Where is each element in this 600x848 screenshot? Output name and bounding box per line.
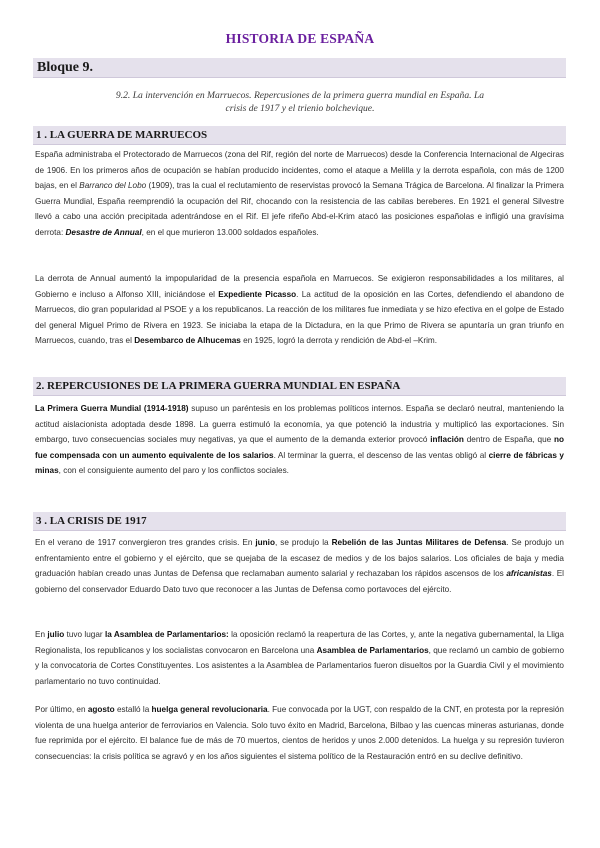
paragraph-protectorado: España administraba el Protectorado de Marruecos (zona del Rif, región del norte de Marruecos) desde la Conferencia Internacional de Algeciras de 1906. En los primeros años de ocupación se habían producido incidentes, como el ataque a Melilla y la derrota española, con más de 1200 bajas, en el Barranco del Lobo (1909), tras la cual el reclutamiento de reservistas provocó la Semana Trágica de Barcelona. Al finalizar la Primera Guerra Mundial, España reemprendió la ocupación del Rif, chocando con la resistencia de las cabilas bereberes. En 1921 el general Silvestre llevó a cabo una acción precipitada adentrándose en el Rif. El jefe rifeño Abd-el-Krim atacó las posiciones españolas e infligió una gravísima derrota: Desastre de Annual, en el que murieron 13.000 soldados españoles. [35,150,564,237]
section-heading-crisis-1917: 3 . LA CRISIS DE 1917 [33,512,566,531]
paragraph-juntas-defensa: En el verano de 1917 convergieron tres grandes crisis. En junio, se produjo la Rebelión de las Juntas Militares de Defensa. Se produjo un enfrentamiento entre el gobierno y el ejército, que se quejaba de la escasez de medios y de los bajos salarios. Los oficiales de baja y media graduación habían creado unas Juntas de Defensa que reclamaban aumento salarial y rechazaban los rápidos ascensos de los africanistas. El gobierno del conservador Eduardo Dato tuvo que reconocer a las Juntas de Defensa como portavoces del ejército. [35,538,564,594]
section-heading-guerra-marruecos: 1 . LA GUERRA DE MARRUECOS [33,126,566,145]
bloque-heading: Bloque 9. [33,58,566,78]
paragraph-asamblea-parlamentarios: En julio tuvo lugar la Asamblea de Parlamentarios: la oposición reclamó la reapertura de las Cortes, y, ante la negativa gubernamental, la Lliga Regionalista, los republicanos y los socialistas convocaron en Barcelona una Asamblea de Parlamentarios, que reclamó un cambio de gobierno y la convocatoria de Cortes Constituyentes. Los asistentes a la Asamblea de Parlamentarios fueron disueltos por la Guardia Civil y el movimiento parlamentario no tuvo continuidad. [35,630,565,686]
topic-subtitle [60,89,540,115]
document-title: HISTORIA DE ESPAÑA [225,31,375,46]
subtitle-line-1: 9.2. La intervención en Marruecos. Repercusiones de la primera guerra mundial en España. La [115,90,485,101]
paragraph-annual-consecuencias: La derrota de Annual aumentó la impopularidad de la presencia española en Marruecos. Se exigieron responsabilidades a los militares, al Gobierno e incluso a Alfonso XIII, iniciándose el Expediente Picasso. La actitud de la oposición en las Cortes, defendiendo el abandono de Marruecos, dio gran popularidad al PSOE y a los republicanos. La reacción de los militares fue inmediata y se hizo efectiva en el golpe de Estado del general Miguel Primo de Rivera en 1923. Se iniciaba la etapa de la Dictadura, en la que Primo de Rivera se apuntaría un gran triunfo en Marruecos, cuando, tras el Desembarco de Alhucemas en 1925, logró la derrota y rendición de Abd-el –Krim. [35,274,565,346]
paragraph-huelga-general: Por último, en agosto estalló la huelga general revolucionaria. Fue convocada por la UGT, con respaldo de la CNT, en protesta por la represión violenta de una huelga anterior de ferroviarios en Valencia. Solo tuvo éxito en Madrid, Barcelona, Bilbao y las cuencas mineras asturianas, donde fue reprimida por el ejército. El balance fue de más de 70 muertos, cientos de heridos y unos 2.000 detenidos. La huelga y su represión tuvieron consecuencias: la crisis política se agravó y en los años siguientes el sistema político de la Restauración entró en su declive definitivo. [35,705,564,761]
section-heading-primera-guerra-mundial: 2. REPERCUSIONES DE LA PRIMERA GUERRA MUNDIAL EN ESPAÑA [33,377,566,396]
subtitle-line-2: crisis de 1917 y el trienio bolchevique. [225,103,375,114]
paragraph-neutralidad: La Primera Guerra Mundial (1914-1918) supuso un paréntesis en los problemas políticos internos. España se declaró neutral, manteniendo la actitud aislacionista adoptada desde 1898. La guerra estimuló la economía, ya que potenció la industria y multiplicó las exportaciones. Sin embargo, tuvo consecuencias sociales muy negativas, ya que el aumento de la demanda exterior provocó inflación dentro de España, que no fue compensada con un aumento equivalente de los salarios. Al terminar la guerra, el descenso de las ventas obligó al cierre de fábricas y minas, con el consiguiente aumento del paro y los conflictos sociales. [35,404,565,476]
